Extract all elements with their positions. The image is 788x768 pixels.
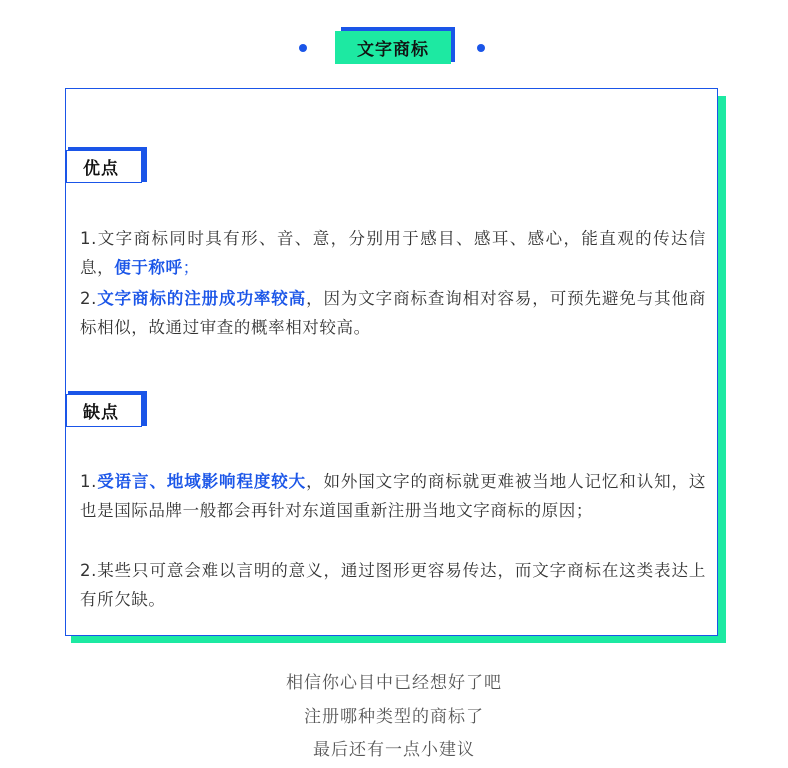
cons-point-1-highlight: 受语言、地域影响程度较大 <box>96 472 307 491</box>
footer-line-3: 最后还有一点小建议 <box>313 740 475 760</box>
pros-point-2-num: 2. <box>80 289 97 308</box>
pros-point-1 <box>80 224 706 282</box>
pros-point-2-highlight: 文字商标的注册成功率较高 <box>96 289 307 308</box>
title-dot-left <box>299 44 307 52</box>
footer-line-2: 注册哪种类型的商标了 <box>304 707 484 727</box>
cons-tag: 缺点 <box>66 394 142 427</box>
pros-point-1-highlight: 便于称呼 <box>114 258 183 277</box>
cons-point-1 <box>80 467 706 525</box>
pros-tag: 优点 <box>66 150 142 183</box>
content-card <box>65 88 718 636</box>
section-title: 文字商标 <box>335 31 451 64</box>
footer-line-1: 相信你心目中已经想好了吧 <box>286 673 502 693</box>
cons-point-2-text: 2.某些只可意会难以言明的意义，通过图形更容易传达，而文字商标在这类表达上有所欠缺。 <box>80 561 706 609</box>
cons-point-1-text: ，如外国文字的商标就更难被当地人记忆和认知，这也是国际品牌一般都会再针对东道国重新注册当地文字商标的原因； <box>80 472 706 520</box>
cons-point-2 <box>80 556 706 614</box>
pros-point-2-text: ，因为文字商标查询相对容易，可预先避免与其他商标相似，故通过审查的概率相对较高。 <box>80 289 706 337</box>
cons-point-1-num: 1. <box>80 472 97 491</box>
title-dot-right <box>477 44 485 52</box>
pros-point-1-text: 1.文字商标同时具有形、音、意，分别用于感目、感耳、感心，能直观的传达信息， <box>80 229 706 277</box>
pros-point-2 <box>80 284 706 342</box>
pros-point-1-end: ； <box>182 258 200 277</box>
